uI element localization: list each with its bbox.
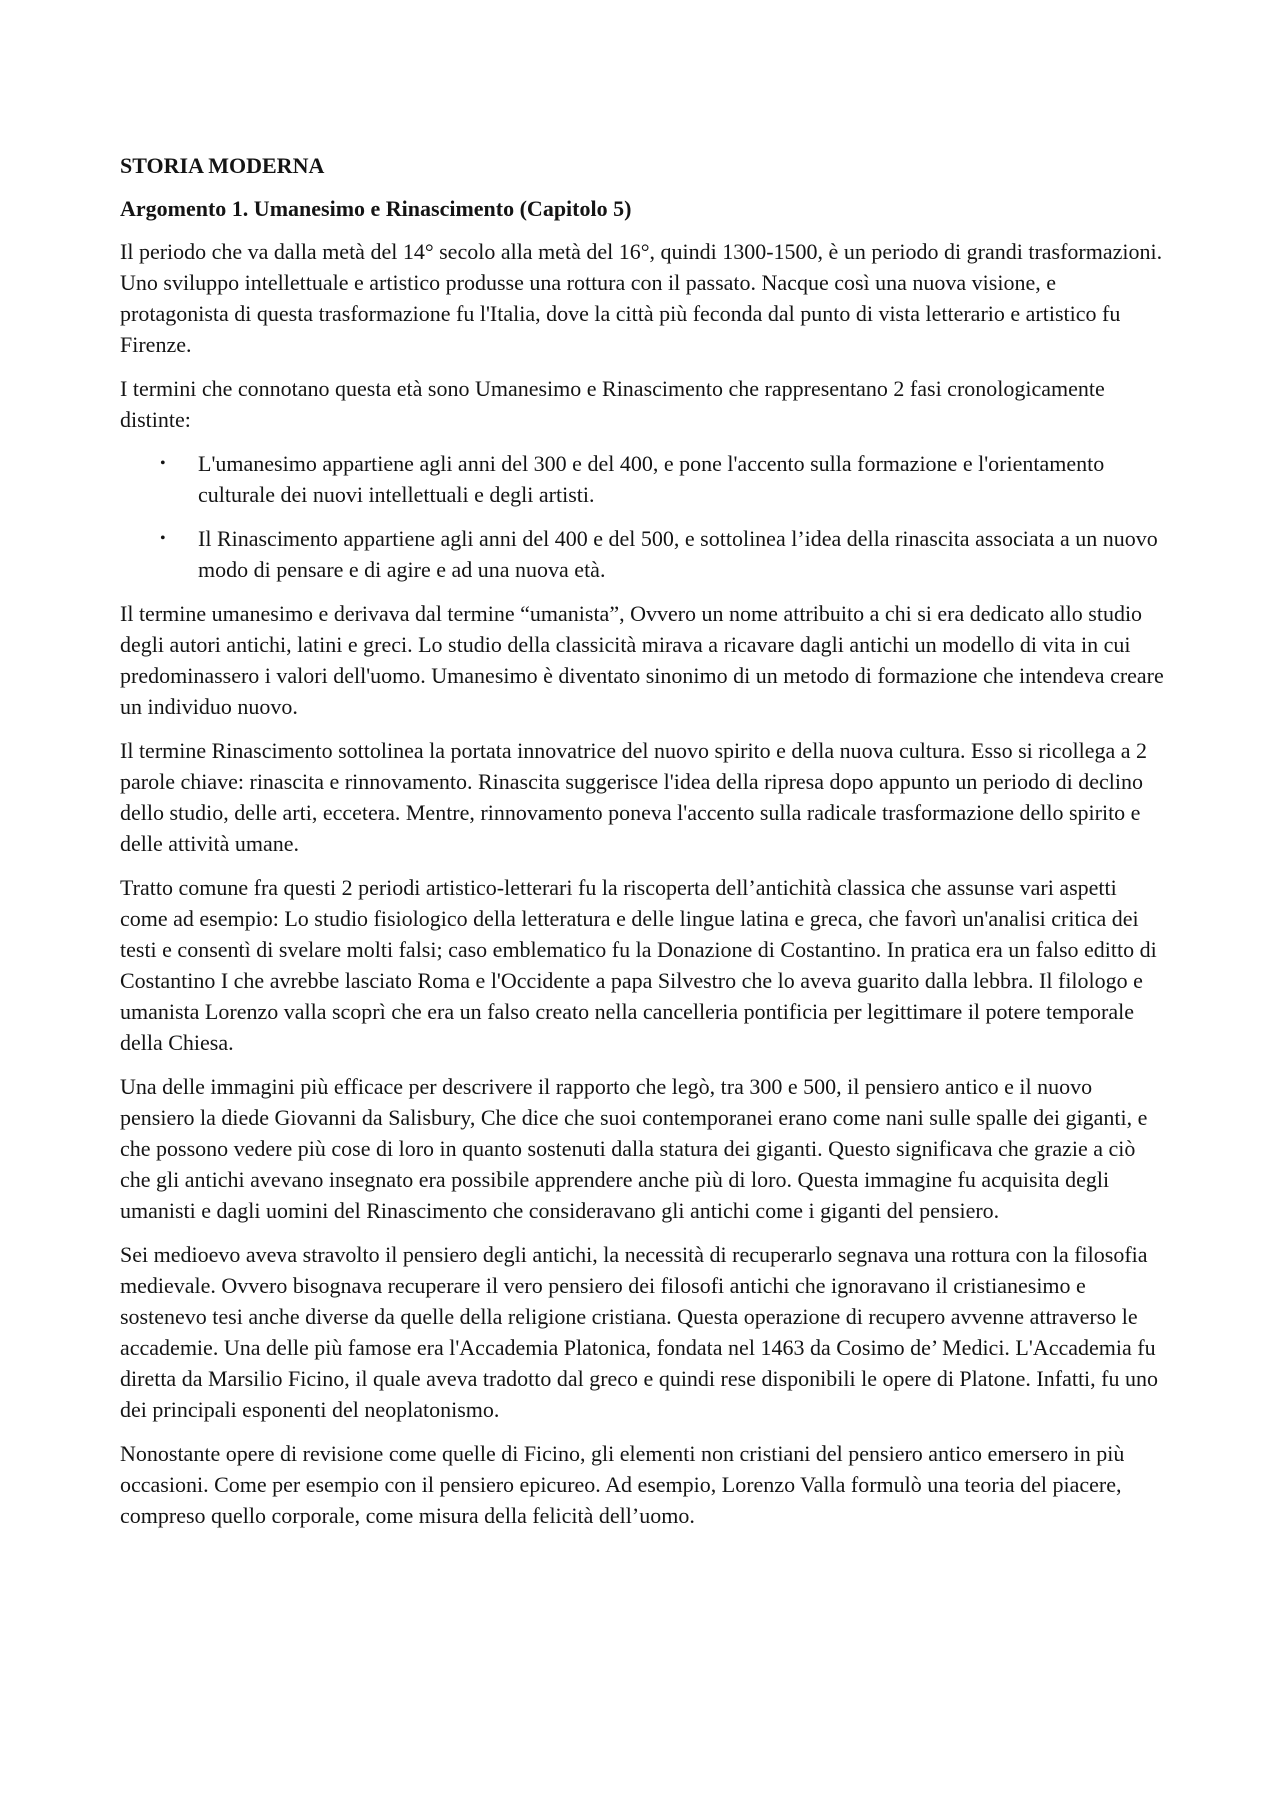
body-paragraph: Il termine Rinascimento sottolinea la portata innovatrice del nuovo spirito e della nuova cultura. Esso si ricollega a 2 parole chiave: rinascita e rinnovamento. Rinascita suggerisce l'idea della ripresa dopo appunto un periodo di declino dello studio, delle arti, eccetera. Mentre, rinnovamento poneva l'accento sulla radicale trasformazione dello spirito e delle attività umane.	[120, 738, 1147, 856]
document-title: STORIA MODERNA	[120, 153, 325, 178]
body-paragraph: Nonostante opere di revisione come quelle di Ficino, gli elementi non cristiani del pensiero antico emersero in più occasioni. Come per esempio con il pensiero epicureo. Ad esempio, Lorenzo Valla formulò una teoria del piacere, compreso quello corporale, come misura della felicità dell’uomo.	[120, 1441, 1125, 1528]
body-paragraph: Sei medioevo aveva stravolto il pensiero degli antichi, la necessità di recuperarlo segnava una rottura con la filosofia medievale. Ovvero bisognava recuperare il vero pensiero dei filosofi antichi che ignoravano il cristianesimo e sostenevo tesi anche diverse da quelle della religione cristiana. Questa operazione di recupero avvenne attraverso le accademie. Una delle più famose era l'Accademia Platonica, fondata nel 1463 da Cosimo de’ Medici. L'Accademia fu diretta da Marsilio Ficino, il quale aveva tradotto dal greco e quindi rese disponibili le opere di Platone. Infatti, fu uno dei principali esponenti del neoplatonismo.	[120, 1242, 1158, 1422]
body-paragraph: Una delle immagini più efficace per descrivere il rapporto che legò, tra 300 e 500, il pensiero antico e il nuovo pensiero la diede Giovanni da Salisbury, Che dice che suoi contemporanei erano come nani sulle spalle dei giganti, e che possono vedere più cose di loro in quanto sostenuti dalla statura dei giganti. Questo significava che grazie a ciò che gli antichi avevano insegnato era possibile apprendere anche più di loro. Questa immagine fu acquisita degli umanisti e dagli uomini del Rinascimento che consideravano gli antichi come i giganti del pensiero.	[120, 1074, 1148, 1223]
list-item	[120, 523, 1165, 585]
phases-list	[120, 448, 1165, 585]
document-page	[120, 150, 1165, 1544]
body-paragraph: Il termine umanesimo e derivava dal termine “umanista”, Ovvero un nome attribuito a chi si era dedicato allo studio degli autori antichi, latini e greci. Lo studio della classicità mirava a ricavare dagli antichi un modello di vita in cui predominassero i valori dell'uomo. Umanesimo è diventato sinonimo di un metodo di formazione che intendeva creare un individuo nuovo.	[120, 601, 1164, 719]
list-item-text: L'umanesimo appartiene agli anni del 300 e del 400, e pone l'accento sulla formazione e l'orientamento culturale dei nuovi intellettuali e degli artisti.	[198, 451, 1105, 507]
bullet-icon: •	[160, 455, 166, 472]
list-item-text: Il Rinascimento appartiene agli anni del 400 e del 500, e sottolinea l’idea della rinascita associata a un nuovo modo di pensare e di agire e ad una nuova età.	[198, 526, 1158, 582]
list-item	[120, 448, 1165, 510]
intro-paragraph: Il periodo che va dalla metà del 14° secolo alla metà del 16°, quindi 1300-1500, è un periodo di grandi trasformazioni. Uno sviluppo intellettuale e artistico produsse una rottura con il passato. Nacque così una nuova visione, e protagonista di questa trasformazione fu l'Italia, dove la città più feconda dal punto di vista letterario e artistico fu Firenze.	[120, 239, 1163, 357]
body-paragraph: Tratto comune fra questi 2 periodi artistico-letterari fu la riscoperta dell’antichità classica che assunse vari aspetti come ad esempio: Lo studio fisiologico della letteratura e delle lingue latina e greca, che favorì un'analisi critica dei testi e consentì di svelare molti falsi; caso emblematico fu la Donazione di Costantino. In pratica era un falso editto di Costantino I che avrebbe lasciato Roma e l'Occidente a papa Silvestro che lo aveva guarito dalla lebbra. Il filologo e umanista Lorenzo valla scoprì che era un falso creato nella cancelleria pontificia per legittimare il potere temporale della Chiesa.	[120, 875, 1157, 1055]
chapter-heading: Argomento 1. Umanesimo e Rinascimento (Capitolo 5)	[120, 196, 632, 221]
bullet-icon: •	[160, 530, 166, 547]
terms-intro-paragraph: I termini che connotano questa età sono Umanesimo e Rinascimento che rappresentano 2 fasi cronologicamente distinte:	[120, 376, 1105, 432]
